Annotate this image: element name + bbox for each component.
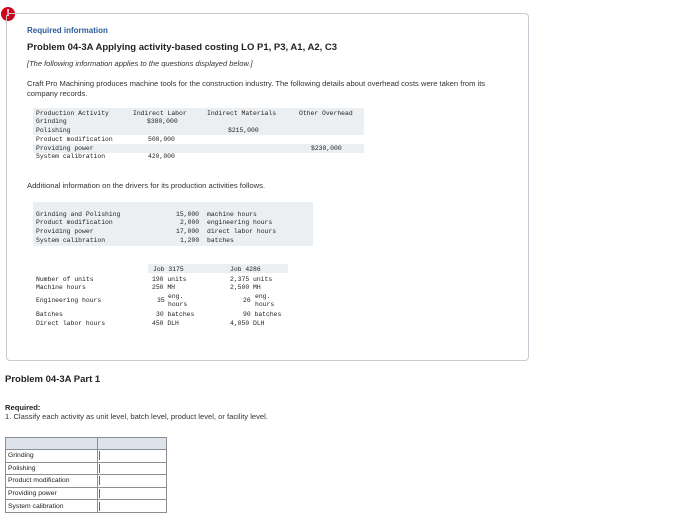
- driver-activity: System calibration: [36, 237, 106, 244]
- job-b-value: 4,050 DLH: [230, 320, 265, 327]
- driver-name: machine hours: [207, 211, 257, 218]
- classification-select[interactable]: [98, 487, 167, 500]
- overhead-row-materials: $215,000: [228, 127, 259, 134]
- overhead-row-labor: 500,000: [148, 136, 175, 143]
- instruction-note: [The following information applies to the questions displayed below.]: [27, 59, 253, 68]
- select-caret: [99, 464, 100, 473]
- overhead-row-labor: $380,000: [147, 118, 178, 125]
- required-information-title: Required information: [27, 26, 108, 35]
- problem-title: Problem 04-3A Applying activity-based costing LO P1, P3, A1, A2, C3: [27, 42, 338, 53]
- job-b-header: Job 4286: [230, 266, 261, 273]
- classification-select[interactable]: [98, 475, 167, 488]
- answer-row: [6, 462, 167, 475]
- job-b-value: 2,500 MH: [230, 284, 261, 291]
- driver-quantity: 2,000: [180, 219, 200, 226]
- job-row-label: Engineering hours: [36, 297, 102, 304]
- overhead-row-activity: Grinding: [36, 118, 67, 125]
- overhead-row-activity: Polishing: [36, 127, 71, 134]
- job-a-unit: eng.: [168, 293, 184, 300]
- driver-quantity: 17,000: [176, 228, 200, 235]
- driver-activity: Grinding and Polishing: [36, 211, 121, 218]
- answer-header-blank: [6, 438, 98, 450]
- classification-select[interactable]: [98, 462, 167, 475]
- job-b-number: 26: [243, 297, 251, 304]
- classification-select[interactable]: [98, 500, 167, 513]
- job-b-value: 2,375 units: [230, 276, 273, 283]
- overhead-header-materials: Indirect Materials: [207, 110, 277, 117]
- job-row-label: Direct labor hours: [36, 320, 106, 327]
- job-row-label: Batches: [36, 311, 63, 318]
- answer-row: [6, 475, 167, 488]
- alert-icon: !: [1, 7, 15, 21]
- select-caret: [99, 476, 100, 485]
- answer-row: [6, 450, 167, 463]
- required-instruction: 1. Classify each activity as unit level, batch level, product level, or facility level.: [5, 412, 268, 421]
- answer-row-label: Grinding: [6, 450, 98, 463]
- part-title: Problem 04-3A Part 1: [5, 374, 101, 385]
- overhead-header-activity: Production Activity: [36, 110, 109, 117]
- driver-name: engineering hours: [207, 219, 273, 226]
- answer-row-label: Providing power: [6, 487, 98, 500]
- job-a-unit: hours: [168, 301, 188, 308]
- driver-activity: Providing power: [36, 228, 94, 235]
- job-a-value: 190 units: [152, 276, 187, 283]
- job-a-number: 35: [157, 297, 165, 304]
- driver-quantity: 1,200: [180, 237, 200, 244]
- classification-answer-table: [5, 437, 167, 513]
- overhead-row-activity: System calibration: [36, 153, 106, 160]
- overhead-row-labor: 420,000: [148, 153, 175, 160]
- overhead-row-activity: Providing power: [36, 145, 94, 152]
- select-caret: [99, 502, 100, 511]
- overhead-header-labor: Indirect Labor: [133, 110, 187, 117]
- job-a-header: Job 3175: [153, 266, 184, 273]
- job-a-value: 250 MH: [152, 284, 176, 291]
- required-label: Required:: [5, 403, 41, 412]
- overhead-row-other: $230,000: [311, 145, 342, 152]
- job-a-value: 30 batches: [156, 311, 195, 318]
- select-caret: [99, 489, 100, 498]
- answer-table-header: [6, 438, 167, 450]
- answer-row: [6, 487, 167, 500]
- driver-quantity: 15,000: [176, 211, 200, 218]
- answer-row-label: Product modification: [6, 475, 98, 488]
- job-a-value: 450 DLH: [152, 320, 179, 327]
- answer-row-label: System calibration: [6, 500, 98, 513]
- driver-name: batches: [207, 237, 234, 244]
- drivers-intro-text: Additional information on the drivers for its production activities follows.: [27, 181, 266, 190]
- job-b-value: 90 batches: [243, 311, 282, 318]
- answer-header-blank: [98, 438, 167, 450]
- job-b-unit: hours: [255, 301, 275, 308]
- answer-row: [6, 500, 167, 513]
- overhead-row-activity: Product modification: [36, 136, 113, 143]
- job-b-unit: eng.: [255, 293, 271, 300]
- answer-row-label: Polishing: [6, 462, 98, 475]
- job-row-label: Machine hours: [36, 284, 86, 291]
- driver-activity: Product modification: [36, 219, 113, 226]
- intro-paragraph: Craft Pro Machining produces machine tools for the construction industry. The following details about overhead costs were taken from its company records.: [27, 79, 486, 98]
- overhead-header-other: Other Overhead: [299, 110, 353, 117]
- driver-name: direct labor hours: [207, 228, 277, 235]
- job-row-label: Number of units: [36, 276, 94, 283]
- classification-select[interactable]: [98, 450, 167, 463]
- select-caret: [99, 451, 100, 460]
